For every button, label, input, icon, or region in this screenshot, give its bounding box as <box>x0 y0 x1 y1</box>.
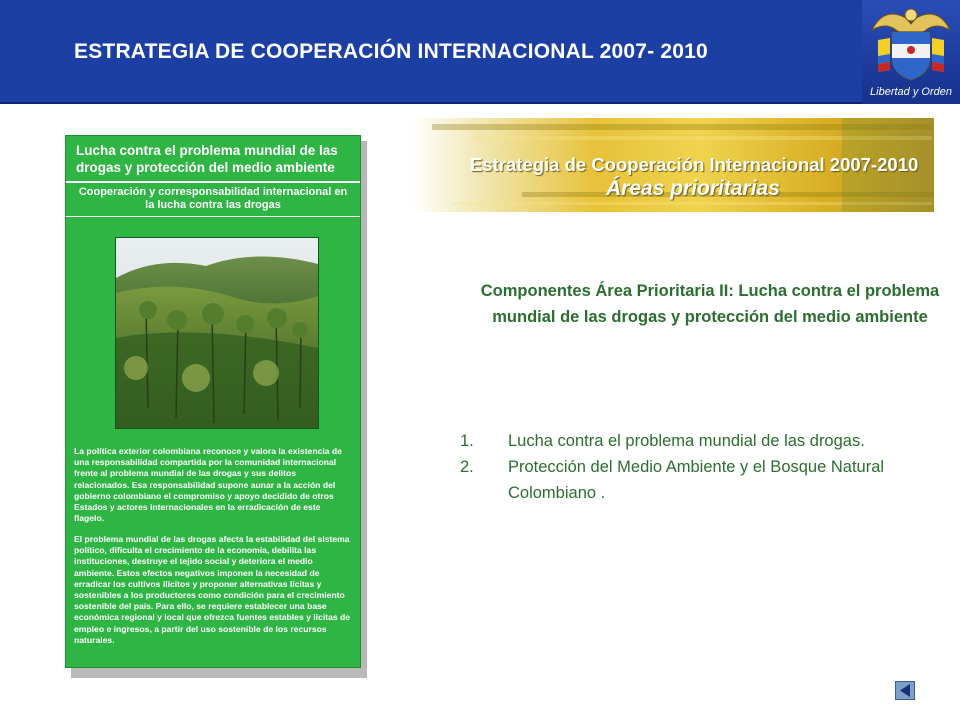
section-title: Componentes Área Prioritaria II: Lucha contra el problema mundial de las drogas y protección del medio ambiente <box>480 282 940 326</box>
page-title: ESTRATEGIA DE COOPERACIÓN INTERNACIONAL 2007- 2010 <box>74 40 708 63</box>
triangle-left-icon <box>896 682 914 699</box>
back-button[interactable] <box>895 681 915 700</box>
crest-motto: Libertad y Orden <box>870 86 952 98</box>
banner-title: Estrategia de Cooperación Internacional 2007-2010 <box>470 154 919 175</box>
poster-subheading: Cooperación y corresponsabilidad internacional en la lucha contra las drogas <box>78 186 348 211</box>
green-poster <box>65 135 361 668</box>
banner <box>412 118 934 212</box>
poster-divider-thin <box>66 216 360 217</box>
banner-subtitle: Áreas prioritarias <box>606 177 780 200</box>
colombia-coat-of-arms-icon <box>862 0 960 88</box>
forest-photo <box>115 237 319 429</box>
header-band <box>0 0 960 104</box>
list-item-text: Lucha contra el problema mundial de las drogas. <box>508 432 865 450</box>
poster-paragraph-2: El problema mundial de las drogas afecta la estabilidad del sistema político, dificulta el crecimiento de la economía, debilita las instituciones, destruye el tejido social y deteriora el medio ambiente. Estos efectos negativos imponen la necesidad de erradicar los cultivos ilícitos y proponer alternativas lícitas y sostenibles a los productores como condición para el crecimiento sostenible del país. Para ello, se requiere establecer una base económica regional y local que ofrezca fuentes estables y lícitas de empleo e ingresos, a partir del uso sostenible de los recursos naturales. <box>74 534 351 645</box>
list-item <box>452 454 912 506</box>
list-item-text: Protección del Medio Ambiente y el Bosque Natural Colombiano . <box>508 458 885 502</box>
components-list <box>452 428 912 506</box>
poster-divider <box>66 181 360 183</box>
crest-panel <box>862 0 960 104</box>
list-item-number: 2. <box>460 458 474 476</box>
poster-heading: Lucha contra el problema mundial de las drogas y protección del medio ambiente <box>76 143 338 175</box>
list-item-number: 1. <box>460 432 474 450</box>
list-item <box>452 428 912 454</box>
poster-paragraph-1: La política exterior colombiana reconoce y valora la existencia de una responsabilidad compartida por la comunidad internacional frente al problema mundial de las drogas y sus delitos relacionados. Esa responsabilidad supone aunar a la acción del gobierno colombiano el compromiso y apoyo decidido de otros Estados y actores internacionales en la erradicación de este flagelo. <box>74 446 342 524</box>
